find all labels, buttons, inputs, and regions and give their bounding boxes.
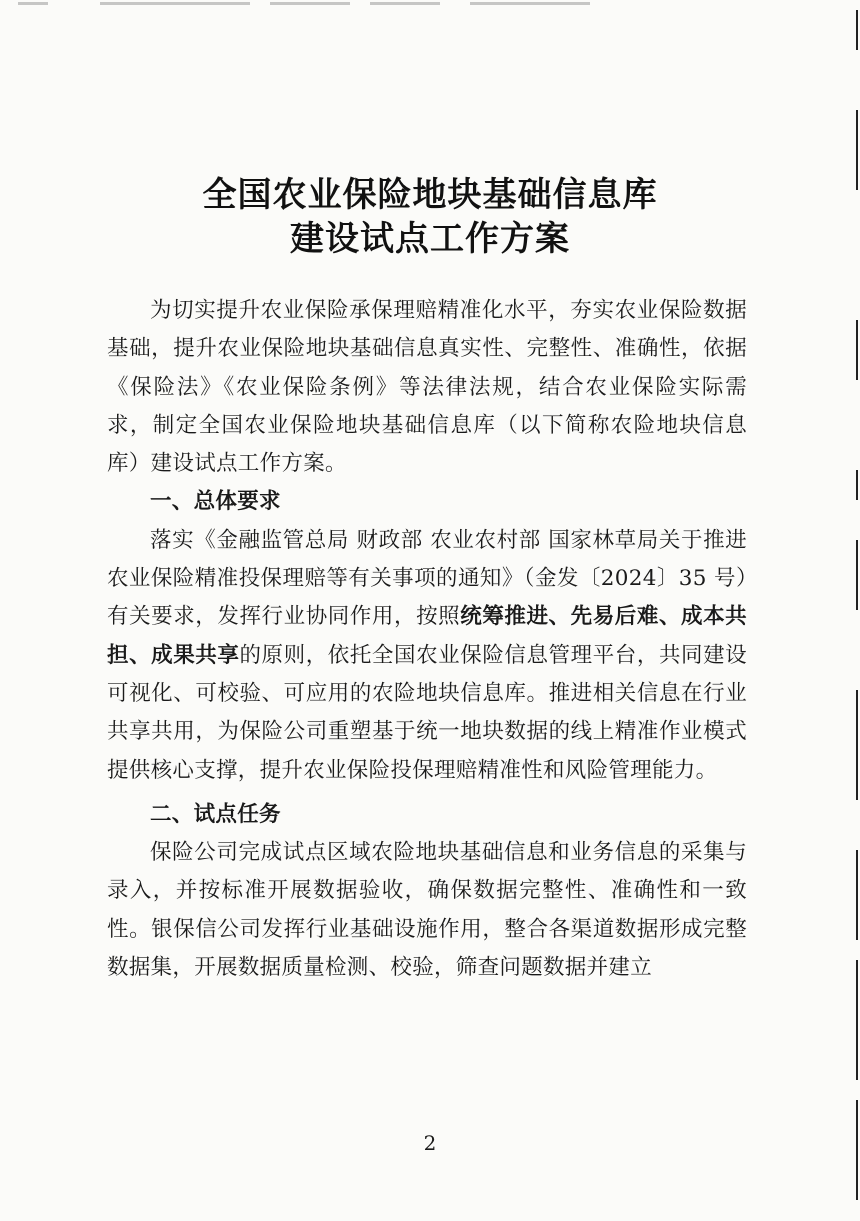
document-title-line2: 建设试点工作方案: [290, 219, 570, 259]
principles-bold: 统筹推进、先易后难、成本共担、成果共享: [107, 604, 747, 668]
section-heading-overall: 一、总体要求: [150, 489, 281, 515]
overall-paragraph: [107, 522, 747, 790]
overall-text-before: 落实《金融监管总局 财政部 农业农村部 国家林草局关于推进农业保险精准投保理赔等有关事项的通知》（金发〔2024〕35 号）有关要求，发挥行业协同作用，按照: [107, 527, 747, 630]
section-heading-tasks: 二、试点任务: [150, 801, 281, 827]
intro-paragraph: 为切实提升农业保险承保理赔精准化水平，夯实农业保险数据基础，提升农业保险地块基础信息真实性、完整性、准确性，依据《保险法》《农业保险条例》等法律法规，结合农业保险实际需求，制定全国农业保险地块基础信息库（以下简称农险地块信息库）建设试点工作方案。: [107, 298, 747, 477]
tasks-paragraph: 保险公司完成试点区域农险地块基础信息和业务信息的采集与录入，并按标准开展数据验收，确保数据完整性、准确性和一致性。银保信公司发挥行业基础设施作用，整合各渠道数据形成完整数据集，开展数据质量检测、校验，筛查问题数据并建立: [107, 840, 747, 981]
page-number: 2: [423, 1131, 437, 1155]
document-body: [107, 292, 747, 987]
document-title-line1: 全国农业保险地块基础信息库: [202, 175, 658, 215]
scan-artifact-top: [0, 0, 700, 12]
overall-text-after: 的原则，依托全国农业保险信息管理平台，共同建设可视化、可校验、可应用的农险地块信息库。推进相关信息在行业共享共用，为保险公司重塑基于统一地块数据的线上精准作业模式提供核心支撑，提升农业保险投保理赔精准性和风险管理能力。: [107, 642, 747, 783]
